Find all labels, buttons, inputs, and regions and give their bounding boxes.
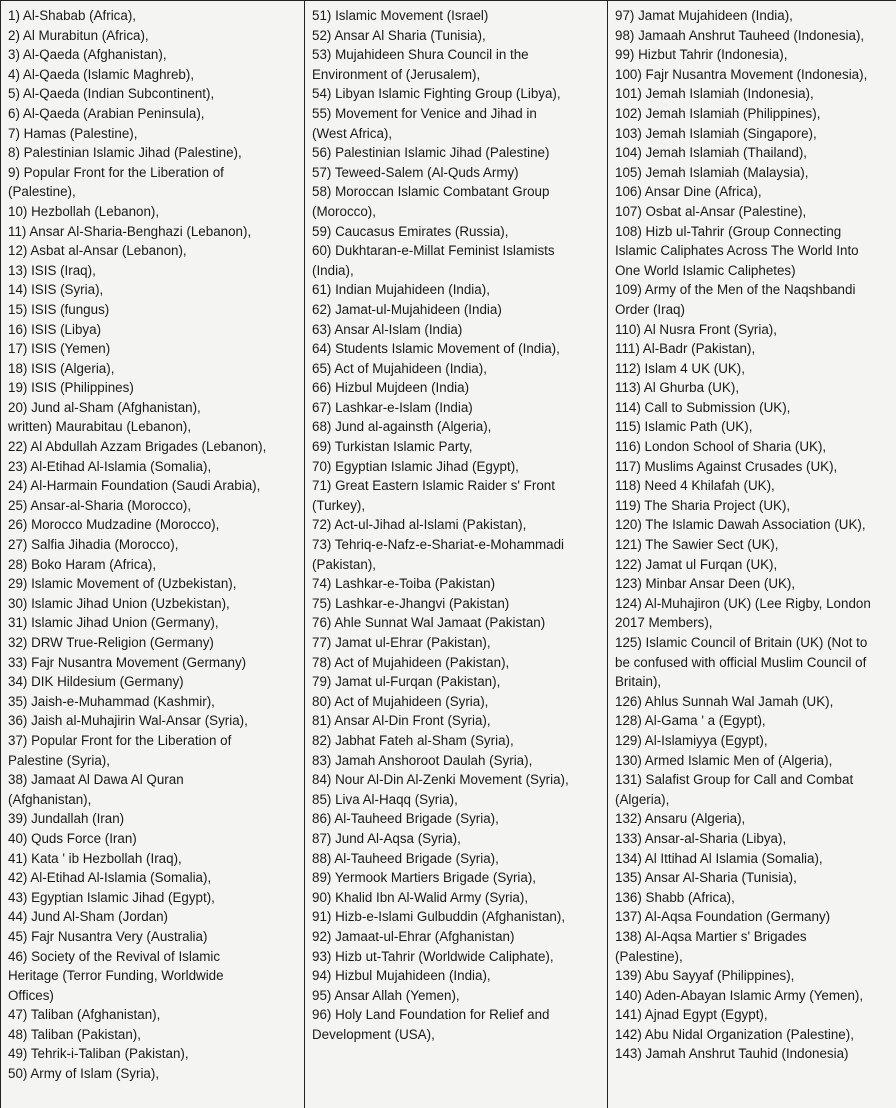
list-item: 138) Al-Aqsa Martier s' Brigades <box>615 928 807 944</box>
list-item: 117) Muslims Against Crusades (UK), <box>615 458 838 474</box>
list-item: 35) Jaish-e-Muhammad (Kashmir), <box>8 693 215 709</box>
list-item: 99) Hizbut Tahrir (Indonesia), <box>615 47 788 63</box>
list-item: 45) Fajr Nusantra Very (Australia) <box>8 928 208 944</box>
list-item: 129) Al-Islamiyya (Egypt), <box>615 732 768 748</box>
list-item: 116) London School of Sharia (UK), <box>615 439 827 455</box>
list-item: 28) Boko Haram (Africa), <box>8 556 157 572</box>
list-item: 12) Asbat al-Ansar (Lebanon), <box>8 243 187 259</box>
list-item: 26) Morocco Mudzadine (Morocco), <box>8 517 220 533</box>
list-item: 134) Al Ittihad Al Islamia (Somalia), <box>615 850 823 866</box>
list-item: 18) ISIS (Algeria), <box>8 360 115 376</box>
column-2 <box>305 1 608 1108</box>
list-item: 86) Al-Tauheed Brigade (Syria), <box>312 811 499 827</box>
list-item: 82) Jabhat Fateh al-Sham (Syria), <box>312 732 514 748</box>
list-item: 23) Al-Etihad Al-Islamia (Somalia), <box>8 458 212 474</box>
list-item: 22) Al Abdullah Azzam Brigades (Lebanon), <box>8 439 267 455</box>
list-item: 2017 Members), <box>615 615 713 631</box>
list-item: (Turkey), <box>312 497 366 513</box>
list-item: 101) Jemah Islamiah (Indonesia), <box>615 86 814 102</box>
list-item: 62) Jamat-ul-Mujahideen (India) <box>312 301 502 317</box>
list-item: 70) Egyptian Islamic Jihad (Egypt), <box>312 458 519 474</box>
list-item: 137) Al-Aqsa Foundation (Germany) <box>615 909 831 925</box>
list-item: 83) Jamah Anshoroot Daulah (Syria), <box>312 752 533 768</box>
list-item: 4) Al-Qaeda (Islamic Maghreb), <box>8 66 195 82</box>
list-item: 59) Caucasus Emirates (Russia), <box>312 223 509 239</box>
list-item: be confused with official Muslim Council of <box>615 654 867 670</box>
list-item: 74) Lashkar-e-Toiba (Pakistan) <box>312 576 496 592</box>
list-item: 112) Islam 4 UK (UK), <box>615 360 745 376</box>
list-item: 13) ISIS (Iraq), <box>8 262 96 278</box>
list-item: 92) Jamaat-ul-Ehrar (Afghanistan) <box>312 928 515 944</box>
list-item: Britain), <box>615 674 662 690</box>
list-item: 54) Libyan Islamic Fighting Group (Libya), <box>312 86 561 102</box>
list-item: 94) Hizbul Mujahideen (India), <box>312 968 491 984</box>
list-item: 126) Ahlus Sunnah Wal Jamah (UK), <box>615 693 834 709</box>
list-item: 9) Popular Front for the Liberation of <box>8 164 224 180</box>
list-item: 48) Taliban (Pakistan), <box>8 1026 141 1042</box>
list-item: 102) Jemah Islamiah (Philippines), <box>615 105 821 121</box>
list-item: 56) Palestinian Islamic Jihad (Palestine) <box>312 145 550 161</box>
list-item: 81) Ansar Al-Din Front (Syria), <box>312 713 491 729</box>
list-item: (Palestine), <box>615 948 683 964</box>
list-item: 50) Army of Islam (Syria), <box>8 1066 160 1082</box>
list-item: 89) Yermook Martiers Brigade (Syria), <box>312 870 537 886</box>
list-item: 61) Indian Mujahideen (India), <box>312 282 490 298</box>
list-item: 136) Shabb (Africa), <box>615 889 735 905</box>
list-item: One World Islamic Caliphetes) <box>615 262 796 278</box>
list-item: 43) Egyptian Islamic Jihad (Egypt), <box>8 889 215 905</box>
list-item: 120) The Islamic Dawah Association (UK), <box>615 517 866 533</box>
list-item: 108) Hizb ul-Tahrir (Group Connecting <box>615 223 842 239</box>
list-item: 128) Al-Gama ' a (Egypt), <box>615 713 766 729</box>
list-item: 47) Taliban (Afghanistan), <box>8 1007 161 1023</box>
list-item: 80) Act of Mujahideen (Syria), <box>312 693 489 709</box>
list-item: 30) Islamic Jihad Union (Uzbekistan), <box>8 595 230 611</box>
list-item: 29) Islamic Movement of (Uzbekistan), <box>8 576 237 592</box>
list-item: Order (Iraq) <box>615 301 685 317</box>
list-item: written) Maurabitau (Lebanon), <box>8 419 192 435</box>
list-item: 11) Ansar Al-Sharia-Benghazi (Lebanon), <box>8 223 252 239</box>
list-item: 79) Jamat ul-Furqan (Pakistan), <box>312 674 501 690</box>
list-item: 103) Jemah Islamiah (Singapore), <box>615 125 817 141</box>
list-item: 78) Act of Mujahideen (Pakistan), <box>312 654 510 670</box>
list-item: 76) Ahle Sunnat Wal Jamaat (Pakistan) <box>312 615 546 631</box>
list-item: 131) Salafist Group for Call and Combat <box>615 772 854 788</box>
list-item: 25) Ansar-al-Sharia (Morocco), <box>8 497 192 513</box>
list-item: 104) Jemah Islamiah (Thailand), <box>615 145 808 161</box>
list-item: 19) ISIS (Philippines) <box>8 380 134 396</box>
list-item: 38) Jamaat Al Dawa Al Quran <box>8 772 184 788</box>
list-item: 132) Ansaru (Algeria), <box>615 811 746 827</box>
list-item: 55) Movement for Venice and Jihad in <box>312 105 537 121</box>
list-item: 106) Ansar Dine (Africa), <box>615 184 762 200</box>
list-item: 58) Moroccan Islamic Combatant Group <box>312 184 550 200</box>
list-item: 32) DRW True-Religion (Germany) <box>8 635 214 650</box>
column-3 <box>608 1 896 1108</box>
list-item: 52) Ansar Al Sharia (Tunisia), <box>312 27 486 43</box>
list-item: 16) ISIS (Libya) <box>8 321 102 337</box>
list-item: Offices) <box>8 987 54 1003</box>
list-item: 85) Liva Al-Haqq (Syria), <box>312 791 458 807</box>
list-item: 1) Al-Shabab (Africa), <box>8 8 137 23</box>
list-item: 84) Nour Al-Din Al-Zenki Movement (Syria), <box>312 772 569 788</box>
list-item: 34) DIK Hildesium (Germany) <box>8 674 184 690</box>
list-item: Palestine (Syria), <box>8 752 110 768</box>
list-item: Heritage (Terror Funding, Worldwide <box>8 968 224 984</box>
list-item: 97) Jamat Mujahideen (India), <box>615 8 793 23</box>
list-item: 130) Armed Islamic Men of (Algeria), <box>615 752 833 768</box>
list-item: 72) Act-ul-Jihad al-Islami (Pakistan), <box>312 517 527 533</box>
list-item: 119) The Sharia Project (UK), <box>615 497 791 513</box>
list-item: 73) Tehriq-e-Nafz-e-Shariat-e-Mohammadi <box>312 537 565 553</box>
list-item: 142) Abu Nidal Organization (Palestine), <box>615 1026 854 1042</box>
list-item: 24) Al-Harmain Foundation (Saudi Arabia), <box>8 478 261 494</box>
list-item: (Afghanistan), <box>8 791 92 807</box>
list-item: 98) Jamaah Anshrut Tauheed (Indonesia), <box>615 27 865 43</box>
list-item: Environment of (Jerusalem), <box>312 66 481 82</box>
list-item: 141) Ajnad Egypt (Egypt), <box>615 1007 768 1023</box>
list-item: 46) Society of the Revival of Islamic <box>8 948 221 964</box>
list-item: 69) Turkistan Islamic Party, <box>312 439 473 455</box>
list-item: 20) Jund al-Sham (Afghanistan), <box>8 399 201 415</box>
list-item: 42) Al-Etihad Al-Islamia (Somalia), <box>8 870 212 886</box>
list-item: Islamic Caliphates Across The World Into <box>615 243 859 259</box>
list-item: 41) Kata ' ib Hezbollah (Iraq), <box>8 850 182 866</box>
list-item: 53) Mujahideen Shura Council in the <box>312 47 529 63</box>
list-item: 115) Islamic Path (UK), <box>615 419 753 435</box>
list-item: 139) Abu Sayyaf (Philippines), <box>615 968 795 984</box>
list-item: 87) Jund Al-Aqsa (Syria), <box>312 830 461 846</box>
list-item: 113) Al Ghurba (UK), <box>615 380 740 396</box>
list-item: 143) Jamah Anshrut Tauhid (Indonesia) <box>615 1046 849 1062</box>
list-item: 36) Jaish al-Muhajirin Wal-Ansar (Syria), <box>8 713 248 729</box>
list-item: 114) Call to Submission (UK), <box>615 399 791 415</box>
list-item: 5) Al-Qaeda (Indian Subcontinent), <box>8 86 215 102</box>
list-item: 77) Jamat ul-Ehrar (Pakistan), <box>312 635 491 650</box>
list-item: 124) Al-Muhajiron (UK) (Lee Rigby, London <box>615 595 871 611</box>
list-item: 91) Hizb-e-Islami Gulbuddin (Afghanistan), <box>312 909 566 925</box>
list-item: 31) Islamic Jihad Union (Germany), <box>8 615 219 631</box>
list-item: 6) Al-Qaeda (Arabian Peninsula), <box>8 105 205 121</box>
list-item: 65) Act of Mujahideen (India), <box>312 360 487 376</box>
list-item: 121) The Sawier Sect (UK), <box>615 537 779 553</box>
list-item: 105) Jemah Islamiah (Malaysia), <box>615 164 809 180</box>
list-item: 44) Jund Al-Sham (Jordan) <box>8 909 169 925</box>
list-item: 67) Lashkar-e-Islam (India) <box>312 399 473 415</box>
list-item: 64) Students Islamic Movement of (India), <box>312 341 560 357</box>
list-item: (Pakistan), <box>312 556 376 572</box>
list-item: 14) ISIS (Syria), <box>8 282 104 298</box>
list-item: 93) Hizb ut-Tahrir (Worldwide Caliphate), <box>312 948 554 964</box>
list-item: (Morocco), <box>312 203 376 219</box>
list-item: 49) Tehrik-i-Taliban (Pakistan), <box>8 1046 189 1062</box>
list-item: 100) Fajr Nusantra Movement (Indonesia), <box>615 66 868 82</box>
list-item: 109) Army of the Men of the Naqshbandi <box>615 282 856 298</box>
list-item: 75) Lashkar-e-Jhangvi (Pakistan) <box>312 595 510 611</box>
list-item: 39) Jundallah (Iran) <box>8 811 125 827</box>
list-item: 122) Jamat ul Furqan (UK), <box>615 556 778 572</box>
list-item: 63) Ansar Al-Islam (India) <box>312 321 463 337</box>
list-item: 57) Teweed-Salem (Al-Quds Army) <box>312 164 519 180</box>
list-item: 27) Salfia Jihadia (Morocco), <box>8 537 179 553</box>
list-item: 68) Jund al-againsth (Algeria), <box>312 419 492 435</box>
list-item: 33) Fajr Nusantra Movement (Germany) <box>8 654 247 670</box>
list-item: 2) Al Murabitun (Africa), <box>8 27 149 43</box>
column-1 <box>1 1 305 1108</box>
list-item: 66) Hizbul Mujdeen (India) <box>312 380 470 396</box>
list-item: 95) Ansar Allah (Yemen), <box>312 987 460 1003</box>
list-item: (Palestine), <box>8 184 76 200</box>
list-item: 15) ISIS (fungus) <box>8 301 110 317</box>
list-item: 7) Hamas (Palestine), <box>8 125 138 141</box>
list-item: 71) Great Eastern Islamic Raider s' Front <box>312 478 555 494</box>
list-item: (Algeria), <box>615 791 670 807</box>
list-item: 125) Islamic Council of Britain (UK) (Not to <box>615 635 868 650</box>
list-item: 3) Al-Qaeda (Afghanistan), <box>8 47 167 63</box>
list-item: 110) Al Nusra Front (Syria), <box>615 321 777 337</box>
list-item: 40) Quds Force (Iran) <box>8 830 137 846</box>
list-item: 8) Palestinian Islamic Jihad (Palestine), <box>8 145 242 161</box>
list-item: 107) Osbat al-Ansar (Palestine), <box>615 203 807 219</box>
list-item: 37) Popular Front for the Liberation of <box>8 732 232 748</box>
list-item: 51) Islamic Movement (Israel) <box>312 8 489 23</box>
list-item: 111) Al-Badr (Pakistan), <box>615 341 756 357</box>
list-item: 140) Aden-Abayan Islamic Army (Yemen), <box>615 987 864 1003</box>
list-item: 133) Ansar-al-Sharia (Libya), <box>615 830 787 846</box>
list-item: Development (USA), <box>312 1026 435 1042</box>
list-item: 60) Dukhtaran-e-Millat Feminist Islamists <box>312 243 555 259</box>
list-item: 118) Need 4 Khilafah (UK), <box>615 478 775 494</box>
list-item: 123) Minbar Ansar Deen (UK), <box>615 576 796 592</box>
list-item: 88) Al-Tauheed Brigade (Syria), <box>312 850 499 866</box>
list-item: (West Africa), <box>312 125 393 141</box>
list-item: 135) Ansar Al-Sharia (Tunisia), <box>615 870 797 886</box>
list-item: 17) ISIS (Yemen) <box>8 341 111 357</box>
list-item: 96) Holy Land Foundation for Relief and <box>312 1007 550 1023</box>
list-item: 90) Khalid Ibn Al-Walid Army (Syria), <box>312 889 529 905</box>
list-item: 10) Hezbollah (Lebanon), <box>8 203 160 219</box>
list-item: (India), <box>312 262 354 278</box>
